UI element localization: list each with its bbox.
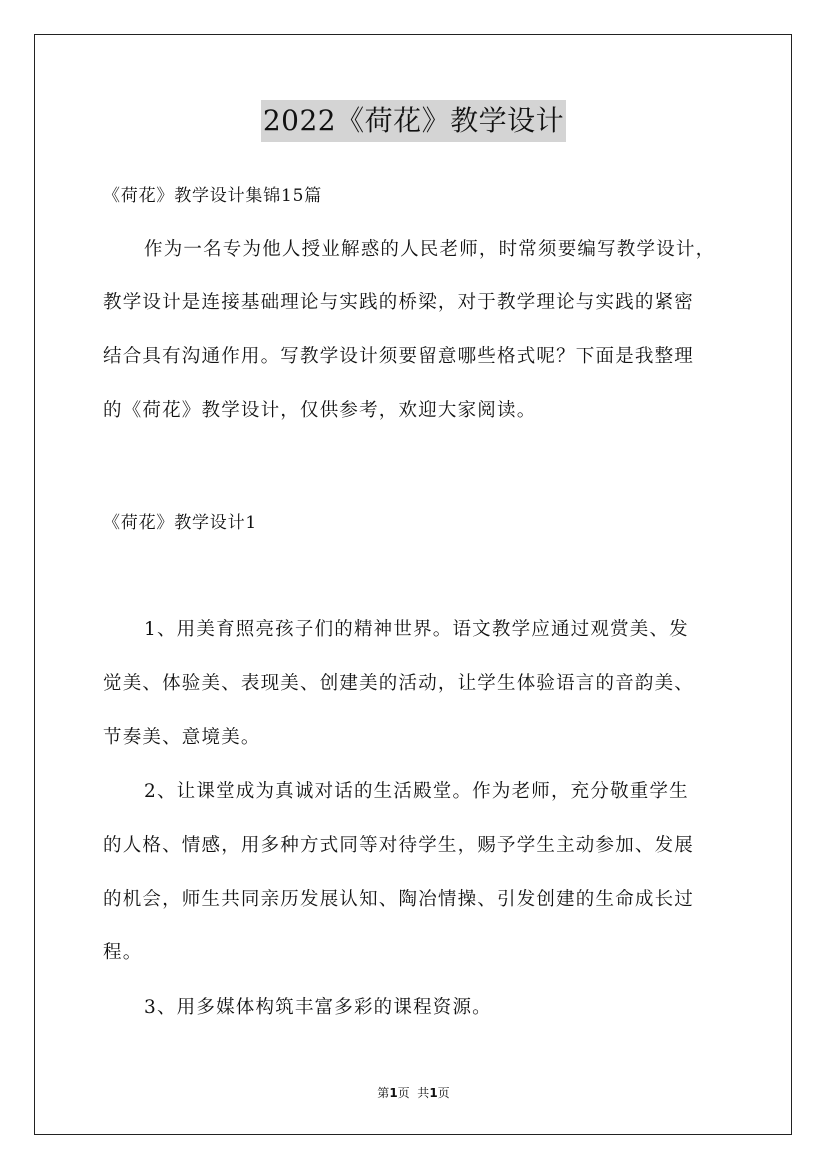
document-title: 2022《荷花》教学设计 (261, 100, 566, 142)
page-footer (0, 1084, 827, 1101)
footer-prefix: 第 (377, 1086, 390, 1100)
intro-line-2: 教学设计是连接基础理论与实践的桥梁，对于教学理论与实践的紧密 (103, 292, 695, 313)
section-heading: 《荷花》教学设计1 (103, 513, 258, 533)
item1-line-2: 觉美、体验美、表现美、创建美的活动，让学生体验语言的音韵美、 (103, 673, 695, 694)
intro-line-1: 作为一名专为他人授业解惑的人民老师，时常须要编写教学设计， (144, 239, 716, 260)
item1-line-3: 节奏美、意境美。 (103, 727, 261, 748)
item2-line-2: 的人格、情感，用多种方式同等对待学生，赐予学生主动参加、发展 (103, 835, 695, 856)
intro-line-4: 的《荷花》教学设计，仅供参考，欢迎大家阅读。 (103, 400, 537, 421)
item3-line-1: 3、用多媒体构筑丰富多彩的课程资源。 (144, 997, 492, 1018)
footer-total-pages: 1 (429, 1086, 438, 1100)
title-wrap (0, 100, 827, 142)
item1-line-1: 1、用美育照亮孩子们的精神世界。语文教学应通过观赏美、发 (144, 619, 689, 640)
footer-mid: 页 共 (397, 1086, 430, 1100)
item2-line-3: 的机会，师生共同亲历发展认知、陶冶情操、引发创建的生命成长过 (103, 889, 695, 910)
footer-page-number: 1 (389, 1086, 398, 1100)
item2-line-4: 程。 (103, 942, 143, 963)
document-subtitle: 《荷花》教学设计集锦15篇 (103, 186, 323, 206)
intro-line-3: 结合具有沟通作用。写教学设计须要留意哪些格式呢？下面是我整理 (103, 346, 695, 367)
item2-line-1: 2、让课堂成为真诚对话的生活殿堂。作为老师，充分敬重学生 (144, 781, 689, 802)
footer-suffix: 页 (437, 1086, 450, 1100)
